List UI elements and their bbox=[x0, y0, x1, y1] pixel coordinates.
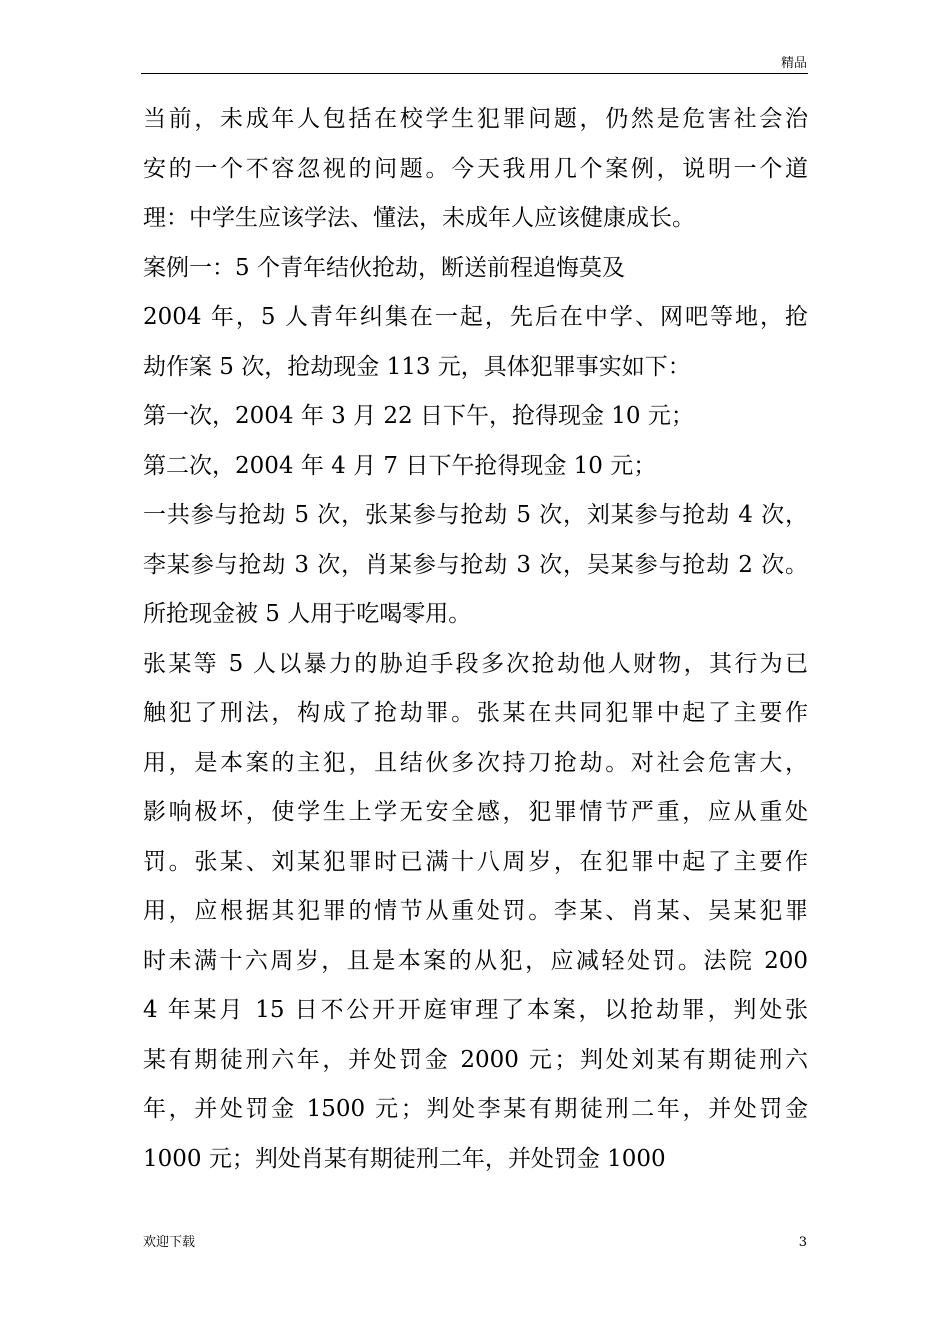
footer-label: 欢迎下载 bbox=[143, 1235, 196, 1250]
body-line: 张某等 5 人以暴力的胁迫手段多次抢劫他人财物，其行为已 bbox=[143, 650, 808, 677]
body-line: 第一次，2004 年 3 月 22 日下午，抢得现金 10 元； bbox=[143, 403, 694, 429]
body-line: 劫作案 5 次，抢劫现金 113 元，具体犯罪事实如下： bbox=[143, 353, 691, 380]
body-line: 李某参与抢劫 3 次，肖某参与抢劫 3 次，吴某参与抢劫 2 次。 bbox=[143, 551, 808, 578]
document-body bbox=[143, 95, 808, 1184]
body-line: 用，应根据其犯罪的情节从重处罚。李某、肖某、吴某犯罪 bbox=[143, 898, 808, 924]
case-heading: 案例一：5 个青年结伙抢劫，断送前程追悔莫及 bbox=[143, 254, 625, 281]
body-line: 年，并处罚金 1500 元；判处李某有期徒刑二年，并处罚金 bbox=[143, 1096, 808, 1122]
body-line: 4 年某月 15 日不公开开庭审理了本案，以抢劫罪，判处张 bbox=[143, 997, 808, 1023]
body-line: 罚。张某、刘某犯罪时已满十八周岁，在犯罪中起了主要作 bbox=[143, 848, 808, 875]
body-line: 理：中学生应该学法、懂法，未成年人应该健康成长。 bbox=[143, 205, 695, 231]
page-number: 3 bbox=[798, 1235, 807, 1250]
body-line: 2004 年，5 人青年纠集在一起，先后在中学、网吧等地，抢 bbox=[143, 304, 808, 330]
page-header-label: 精品 bbox=[780, 56, 807, 71]
body-line: 所抢现金被 5 人用于吃喝零用。 bbox=[143, 601, 472, 627]
body-line: 安的一个不容忽视的问题。今天我用几个案例，说明一个道 bbox=[143, 155, 808, 182]
body-line: 第二次，2004 年 4 月 7 日下午抢得现金 10 元； bbox=[143, 452, 657, 479]
body-line: 当前，未成年人包括在校学生犯罪问题，仍然是危害社会治 bbox=[143, 106, 808, 132]
body-line: 用，是本案的主犯，且结伙多次持刀抢劫。对社会危害大， bbox=[143, 749, 808, 776]
body-line: 一共参与抢劫 5 次，张某参与抢劫 5 次，刘某参与抢劫 4 次， bbox=[143, 502, 808, 528]
header-divider bbox=[141, 73, 808, 74]
body-line: 触犯了刑法，构成了抢劫罪。张某在共同犯罪中起了主要作 bbox=[143, 700, 808, 726]
body-line: 某有期徒刑六年，并处罚金 2000 元；判处刘某有期徒刑六 bbox=[143, 1046, 808, 1073]
body-line: 时未满十六周岁，且是本案的从犯，应减轻处罚。法院 200 bbox=[143, 947, 808, 974]
body-line: 1000 元；判处肖某有期徒刑二年，并处罚金 1000 bbox=[143, 1145, 666, 1172]
body-line: 影响极坏，使学生上学无安全感，犯罪情节严重，应从重处 bbox=[143, 799, 808, 825]
